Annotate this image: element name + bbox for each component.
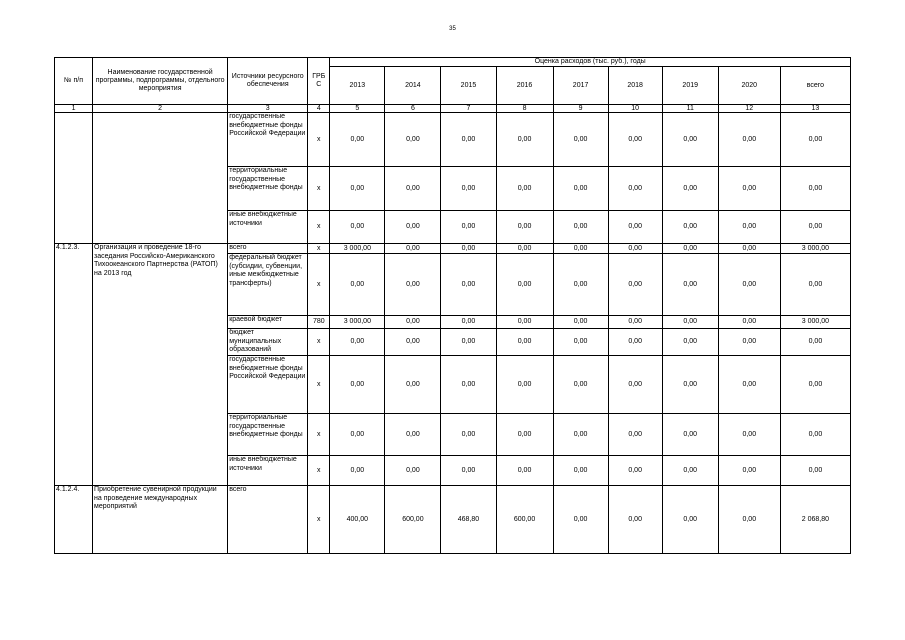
row-value: 0,00 [662, 414, 718, 456]
row-value: 3 000,00 [330, 316, 385, 329]
row-source: государственные внебюджетные фонды Российской Федерации [228, 356, 308, 414]
row-value: 0,00 [608, 456, 662, 486]
row-value: 400,00 [330, 486, 385, 554]
row-grbs: x [308, 356, 330, 414]
row-source: всего [228, 244, 308, 254]
row-value: 0,00 [553, 211, 608, 244]
column-index: 3 [228, 105, 308, 113]
row-grbs: x [308, 113, 330, 167]
column-index: 12 [718, 105, 780, 113]
row-value: 0,00 [718, 316, 780, 329]
row-source: государственные внебюджетные фонды Российской Федерации [228, 113, 308, 167]
row-value: 0,00 [718, 329, 780, 356]
row-value: 3 000,00 [780, 244, 850, 254]
row-value: 0,00 [496, 316, 553, 329]
header-grbs: ГРБ С [308, 58, 330, 105]
header-estimate: Оценка расходов (тыс. руб.), годы [330, 58, 851, 67]
row-value: 0,00 [780, 356, 850, 414]
row-value: 0,00 [662, 254, 718, 316]
row-value: 0,00 [718, 113, 780, 167]
row-value: 0,00 [553, 456, 608, 486]
column-index: 5 [330, 105, 385, 113]
header-year: 2018 [608, 67, 662, 105]
header-year: 2017 [553, 67, 608, 105]
row-value: 0,00 [608, 244, 662, 254]
row-value: 0,00 [780, 211, 850, 244]
row-value: 0,00 [608, 486, 662, 554]
row-value: 0,00 [441, 329, 496, 356]
row-name: Организация и проведение 18-го заседания Российско-Американского Тихоокеанского Партнерства (РАТОП) на 2013 год [93, 244, 228, 486]
row-value: 0,00 [608, 254, 662, 316]
header-year: 2014 [385, 67, 441, 105]
row-value: 0,00 [330, 113, 385, 167]
row-value: 0,00 [330, 329, 385, 356]
row-value: 0,00 [441, 316, 496, 329]
row-value: 0,00 [718, 486, 780, 554]
row-value: 0,00 [496, 113, 553, 167]
row-value: 0,00 [441, 456, 496, 486]
row-value: 0,00 [780, 414, 850, 456]
header-source: Источники ресурсного обеспечения [228, 58, 308, 105]
column-index: 1 [55, 105, 93, 113]
row-value: 600,00 [385, 486, 441, 554]
row-value: 0,00 [441, 113, 496, 167]
table-row [55, 113, 851, 167]
header-name: Наименование государственной программы, подпрограммы, отдельного мероприятия [93, 58, 228, 105]
header-year: всего [780, 67, 850, 105]
row-number: 4.1.2.3. [55, 244, 93, 486]
row-name [93, 113, 228, 244]
row-value: 0,00 [330, 254, 385, 316]
row-value: 0,00 [718, 356, 780, 414]
row-value: 0,00 [441, 254, 496, 316]
row-value: 0,00 [330, 356, 385, 414]
row-grbs: x [308, 414, 330, 456]
row-value: 0,00 [553, 244, 608, 254]
row-value: 2 068,80 [780, 486, 850, 554]
row-value: 468,80 [441, 486, 496, 554]
row-value: 0,00 [385, 356, 441, 414]
row-grbs: 780 [308, 316, 330, 329]
row-value: 0,00 [718, 456, 780, 486]
header-year: 2013 [330, 67, 385, 105]
header-year: 2019 [662, 67, 718, 105]
row-value: 0,00 [496, 244, 553, 254]
row-value: 0,00 [553, 316, 608, 329]
row-value: 0,00 [553, 486, 608, 554]
row-value: 0,00 [385, 167, 441, 211]
row-grbs: x [308, 211, 330, 244]
row-value: 0,00 [553, 167, 608, 211]
row-value: 0,00 [662, 456, 718, 486]
row-value: 0,00 [496, 167, 553, 211]
row-value: 0,00 [780, 254, 850, 316]
row-value: 3 000,00 [330, 244, 385, 254]
column-index: 13 [780, 105, 850, 113]
row-source: иные внебюджетные источники [228, 456, 308, 486]
row-value: 0,00 [608, 316, 662, 329]
header-year: 2020 [718, 67, 780, 105]
table-row [55, 486, 851, 554]
row-value: 0,00 [718, 211, 780, 244]
row-value: 0,00 [496, 211, 553, 244]
row-value: 0,00 [330, 211, 385, 244]
row-grbs: x [308, 244, 330, 254]
row-value: 0,00 [780, 113, 850, 167]
row-value: 0,00 [553, 356, 608, 414]
row-value: 0,00 [780, 167, 850, 211]
row-value: 0,00 [496, 414, 553, 456]
row-number: 4.1.2.4. [55, 486, 93, 554]
column-index: 11 [662, 105, 718, 113]
column-index: 4 [308, 105, 330, 113]
row-value: 0,00 [496, 356, 553, 414]
row-source: краевой бюджет [228, 316, 308, 329]
row-value: 0,00 [780, 456, 850, 486]
row-value: 0,00 [608, 329, 662, 356]
row-grbs: x [308, 167, 330, 211]
row-value: 0,00 [608, 211, 662, 244]
row-value: 0,00 [496, 329, 553, 356]
row-value: 0,00 [662, 329, 718, 356]
row-value: 3 000,00 [780, 316, 850, 329]
row-value: 0,00 [441, 356, 496, 414]
row-grbs: x [308, 456, 330, 486]
row-value: 0,00 [385, 456, 441, 486]
column-index: 6 [385, 105, 441, 113]
row-value: 0,00 [385, 244, 441, 254]
column-index: 7 [441, 105, 496, 113]
column-index: 8 [496, 105, 553, 113]
row-name: Приобретение сувенирной продукции на проведение международных мероприятий [93, 486, 228, 554]
row-value: 0,00 [608, 167, 662, 211]
row-source: всего [228, 486, 308, 554]
row-source: иные внебюджетные источники [228, 211, 308, 244]
row-value: 0,00 [330, 414, 385, 456]
header-year: 2016 [496, 67, 553, 105]
row-value: 0,00 [441, 414, 496, 456]
row-source: бюджет муниципальных образований [228, 329, 308, 356]
row-grbs: x [308, 329, 330, 356]
row-value: 0,00 [441, 244, 496, 254]
row-value: 0,00 [330, 167, 385, 211]
row-value: 0,00 [718, 167, 780, 211]
row-grbs: x [308, 486, 330, 554]
row-value: 0,00 [385, 113, 441, 167]
row-value: 0,00 [718, 244, 780, 254]
budget-table [54, 57, 851, 554]
row-value: 0,00 [662, 167, 718, 211]
row-value: 0,00 [385, 414, 441, 456]
header-year: 2015 [441, 67, 496, 105]
row-value: 0,00 [662, 113, 718, 167]
row-value: 0,00 [441, 167, 496, 211]
row-number [55, 113, 93, 244]
row-value: 0,00 [608, 113, 662, 167]
row-value: 0,00 [496, 456, 553, 486]
row-value: 0,00 [608, 414, 662, 456]
row-value: 0,00 [608, 356, 662, 414]
row-value: 0,00 [780, 329, 850, 356]
header-num: № п/п [55, 58, 93, 105]
row-value: 0,00 [662, 356, 718, 414]
row-source: территориальные государственные внебюджетные фонды [228, 167, 308, 211]
row-value: 0,00 [718, 254, 780, 316]
row-value: 0,00 [718, 414, 780, 456]
page-number: 35 [449, 26, 456, 32]
row-source: федеральный бюджет (субсидии, субвенции, иные межбюджетные трансферты) [228, 254, 308, 316]
row-value: 0,00 [553, 254, 608, 316]
row-value: 0,00 [662, 316, 718, 329]
column-index: 2 [93, 105, 228, 113]
row-value: 600,00 [496, 486, 553, 554]
row-value: 0,00 [553, 329, 608, 356]
row-value: 0,00 [662, 244, 718, 254]
row-value: 0,00 [441, 211, 496, 244]
row-value: 0,00 [385, 254, 441, 316]
table-row [55, 244, 851, 254]
row-value: 0,00 [662, 486, 718, 554]
row-value: 0,00 [553, 113, 608, 167]
row-value: 0,00 [553, 414, 608, 456]
row-value: 0,00 [385, 329, 441, 356]
row-source: территориальные государственные внебюджетные фонды [228, 414, 308, 456]
column-index: 10 [608, 105, 662, 113]
row-value: 0,00 [330, 456, 385, 486]
row-value: 0,00 [662, 211, 718, 244]
column-index: 9 [553, 105, 608, 113]
row-value: 0,00 [496, 254, 553, 316]
row-grbs: x [308, 254, 330, 316]
row-value: 0,00 [385, 211, 441, 244]
row-value: 0,00 [385, 316, 441, 329]
